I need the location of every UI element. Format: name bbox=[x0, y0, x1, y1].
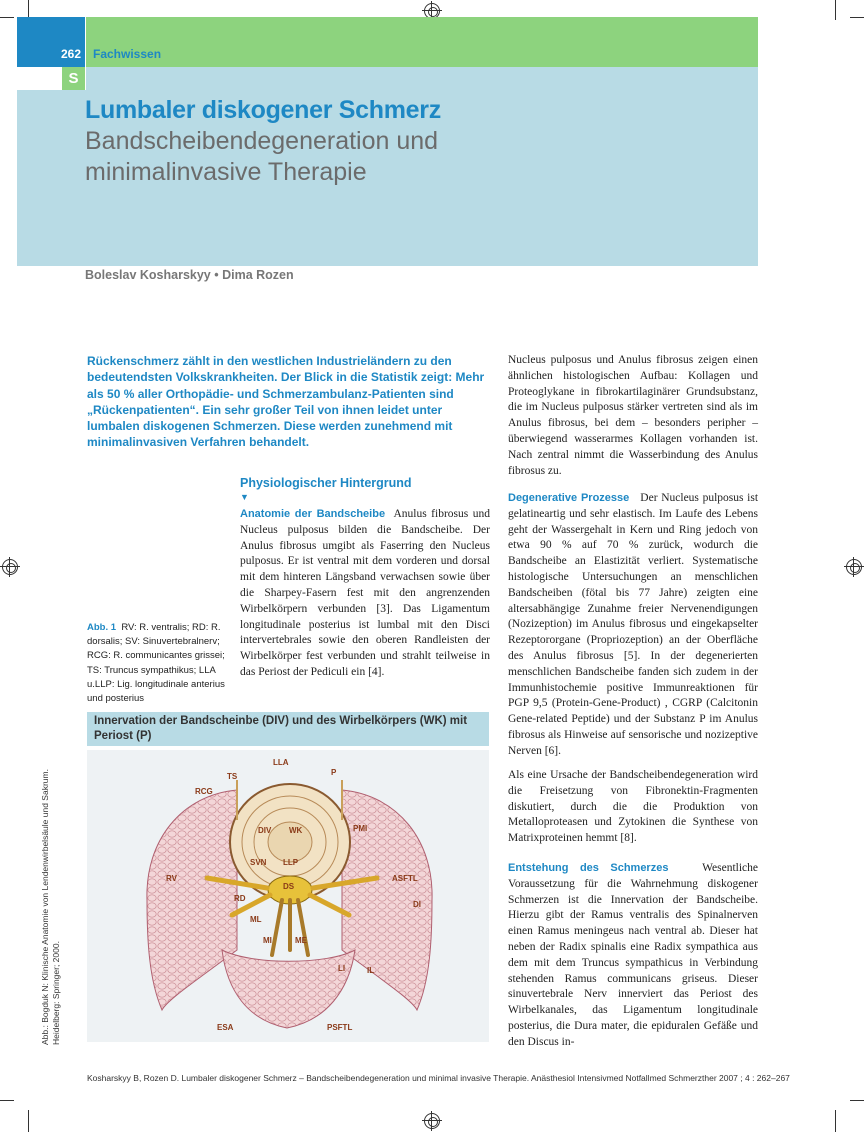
crop-mark bbox=[835, 1110, 836, 1132]
page-number: 262 bbox=[60, 47, 81, 61]
run-in-heading: Anatomie der Bandscheibe bbox=[240, 508, 386, 520]
label-rd: RD bbox=[234, 894, 246, 903]
crop-mark bbox=[0, 17, 14, 18]
article-title: Lumbaler diskogener Schmerz bbox=[85, 96, 441, 124]
title-panel-top bbox=[86, 67, 758, 91]
label-il: IL bbox=[367, 966, 375, 975]
section-label: Fachwissen bbox=[93, 47, 162, 61]
label-li: LI bbox=[338, 964, 346, 973]
label-psftl: PSFTL bbox=[327, 1023, 353, 1032]
label-svn: SVN bbox=[250, 858, 267, 867]
run-in-heading: Degenerative Prozesse bbox=[508, 492, 630, 504]
authors: Boleslav Kosharskyy • Dima Rozen bbox=[85, 268, 294, 282]
article-subtitle: Bandscheibendegeneration und minimalinvasive Therapie bbox=[85, 127, 439, 186]
section-band bbox=[86, 17, 758, 67]
lead-paragraph: Rückenschmerz zählt in den westlichen Industrieländern zu den bedeutendsten Volkskrankheiten. Der Blick in die Statistik zeigt: Mehr als 50 % aller Orthopädie- und Schmerzambulanz-Patienten sind „Rückenpatienten“. Ein sehr großer Teil von ihnen leidet unter lumbalen diskogenen Schmerzen. Diese werden zunehmend mit minimalinvasiven Verfahren behandelt. bbox=[87, 354, 485, 450]
crop-mark bbox=[835, 0, 836, 20]
degenerative-paragraph bbox=[508, 491, 758, 760]
label-rv: RV bbox=[166, 874, 177, 883]
anatomy-paragraph bbox=[240, 507, 490, 681]
pain-text: Wesentliche Voraussetzung für die Wahrnehmung diskogener Schmerzen ist die Innervation der Bandscheibe. Hierzu gibt der Ramus ventralis des Spinalnerven einen Ramus meningeus nach ventral ab. Dieser hat neben der Radix spinalis eine Radix sympathica aus dem mit dem Truncus sympathicus in Verbindung stehenden Ramus communicans griseus. Dieser sinuvertebrale Nerv innerviert das Periost des Wirbelkanales, das Ligamentum longitudinale posterius, die Dura mater, die epiduralen Gefäße und den Discus in- bbox=[508, 862, 758, 1048]
figure-credit: Abb.: Bogduk N: Klinische Anatomie von Lendenwirbelsäule und Sakrum. Heidelberg: Springer; 2000. bbox=[40, 769, 61, 1045]
label-div: DIV bbox=[258, 826, 272, 835]
caption-text: RV: R. ventralis; RD: R. dorsalis; SV: Sinuvertebralnerv; RCG: R. communicantes grissei; TS: Truncus sympathikus; LLA u.LLP: Lig. longitudinale anterius und posterius bbox=[87, 622, 225, 705]
label-ml: ML bbox=[250, 915, 262, 924]
spine-cross-section-illustration bbox=[87, 750, 489, 1042]
registration-mark-icon bbox=[424, 1113, 440, 1129]
pain-paragraph bbox=[508, 861, 758, 1051]
label-mi: MI bbox=[263, 936, 272, 945]
label-esa: ESA bbox=[217, 1023, 234, 1032]
section-letter-badge: S bbox=[62, 67, 85, 90]
registration-mark-icon bbox=[2, 559, 18, 575]
arrow-down-icon: ▼ bbox=[240, 492, 249, 502]
registration-mark-icon bbox=[846, 559, 862, 575]
label-lla: LLA bbox=[273, 758, 289, 767]
run-in-heading: Entstehung des Schmerzes bbox=[508, 862, 669, 874]
footer-citation: Kosharskyy B, Rozen D. Lumbaler diskogener Schmerz – Bandscheibendegeneration und minimal invasive Therapie. Anästhesiol Intensivmed Notfallmed Schmerzther 2007 ; 4 : 262–267 bbox=[87, 1073, 790, 1083]
label-pmi: PMI bbox=[353, 824, 368, 833]
figure-image bbox=[87, 750, 489, 1042]
label-llp: LLP bbox=[283, 858, 299, 867]
label-me: ME bbox=[295, 936, 307, 945]
crop-mark bbox=[850, 17, 864, 18]
figure-label: Abb. 1 bbox=[87, 622, 117, 633]
crop-mark bbox=[0, 1100, 14, 1101]
label-p: P bbox=[331, 768, 337, 777]
degenerative-text: Der Nucleus pulposus ist gelatineartig und sehr elastisch. Im Laufe des Lebens geht der Wassergehalt in Kern und Ring jedoch von etwa 90 % auf 70 % zurück, wodurch die Bandscheibe an Elastizität verliert. Systematische histologische Untersuchungen an menschlichen Bandscheiben (fötal bis 77 Jahre) zeigten eine altersabhängige Zunahme freier Nervenendigungen (Nozizeption) im Anulus fibrosus und eingekapselter Rezeptororgane (Propriozeption) an der Oberfläche des Anulus fibrosus [5]. In der degenerierten menschlichen Bandscheibe fanden sich zudem in der Immunhistochemie positive Immunreaktionen für PGP 9,5 (Protein-Gene-Product) , CGRP (Calcitonin Gene-related Peptide) und der Substanz P im Anulus fibrosus als Hinweise auf sensorische und nozizeptive Nerven [6]. bbox=[508, 492, 759, 757]
label-wk: WK bbox=[289, 826, 303, 835]
anatomy-text: Anulus fibrosus und Nucleus pulposus bilden die Bandscheibe. Der Anulus fibrosus umgibt als Faserring den Nucleus pulposus. Er ist ventral mit dem vorderen und dorsal mit dem hinteren Längsband verwachsen sowie über die Sharpey-Fasern fest mit den angrenzenden Wirbelkörpern verbunden [3]. Das Ligamentum longitudinale posterius ist lumbal mit den Disci intervertebrales sowie den oberen Randleisten der Wirbelkörper fest verbunden und strahlt teilweise in das Periost der Pediculi ein [4]. bbox=[240, 508, 490, 678]
label-ds: DS bbox=[283, 882, 295, 891]
crop-mark bbox=[850, 1100, 864, 1101]
right-intro-paragraph: Nucleus pulposus und Anulus fibrosus zeigen einen ähnlichen histologischen Aufbau: Kollagen und Proteoglykane in fibrokartilaginärer Grundsubstanz, die im Nucleus pulposus stärker vertreten sind als im Anulus fibrosus, bei dem – besonders peripher – überwiegend wasserarmes Kollagen vorhanden ist. Nach zentral nimmt die Wasserbindung des Anulus fibrosus zu. bbox=[508, 354, 758, 477]
crop-mark bbox=[28, 1110, 29, 1132]
label-asftl: ASFTL bbox=[392, 874, 418, 883]
label-di: DI bbox=[413, 900, 421, 909]
section-heading: Physiologischer Hintergrund bbox=[240, 476, 412, 490]
label-ts: TS bbox=[227, 772, 238, 781]
figure-title: Innervation der Bandscheinbe (DIV) und des Wirbelkörpers (WK) mit Periost (P) bbox=[94, 715, 468, 742]
degenerative-paragraph-2: Als eine Ursache der Bandscheibendegeneration wird die Freisetzung von Fibronektin-Fragmenten diskutiert, durch die die Produktion von Metalloproteasen und Zytokinen die Synthese von Matrixproteinen hemmt [8]. bbox=[508, 769, 758, 845]
figure-caption bbox=[87, 621, 237, 706]
label-rcg: RCG bbox=[195, 787, 213, 796]
